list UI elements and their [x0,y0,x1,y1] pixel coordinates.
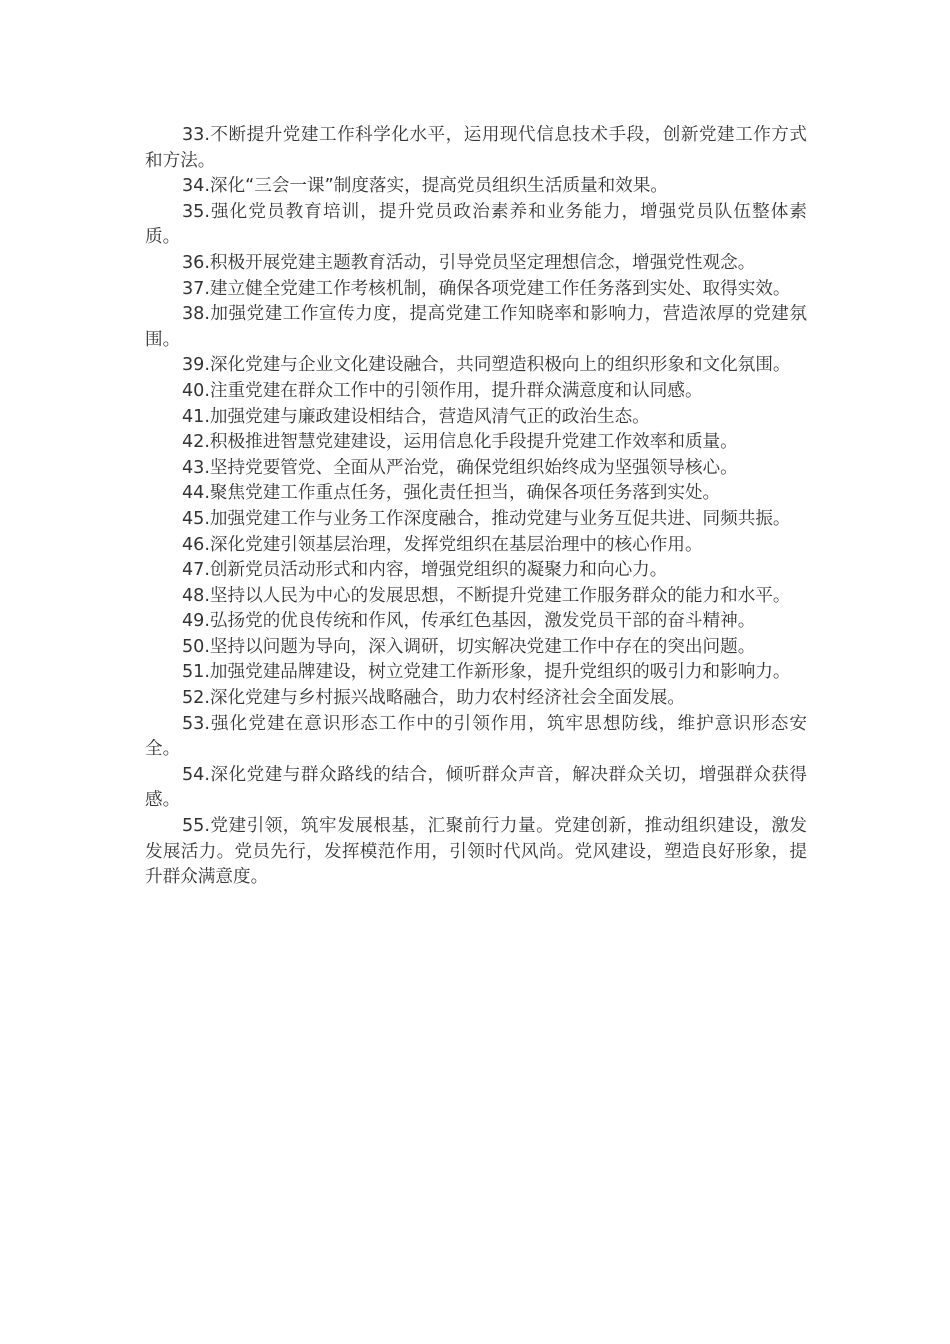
paragraph-item: 47.创新党员活动形式和内容，增强党组织的凝聚力和向心力。 [181,560,668,581]
paragraph-item: 37.建立健全党建工作考核机制，确保各项党建工作任务落到实处、取得实效。 [181,278,791,299]
document-page [145,123,807,891]
paragraph-item: 33.不断提升党建工作科学化水平，运用现代信息技术手段，创新党建工作方式和方法。 [145,125,807,171]
paragraph-item: 35.强化党员教育培训，提升党员政治素养和业务能力，增强党员队伍整体素质。 [145,201,807,248]
paragraph-item: 54.深化党建与群众路线的结合，倾听群众声音，解决群众关切，增强群众获得感。 [145,764,807,811]
paragraph-item: 50.坚持以问题为导向，深入调研，切实解决党建工作中存在的突出问题。 [181,636,756,657]
paragraph-item: 44.聚焦党建工作重点任务，强化责任担当，确保各项任务落到实处。 [181,483,721,504]
paragraph-item: 38.加强党建工作宣传力度，提高党建工作知晓率和影响力，营造浓厚的党建氛围。 [145,304,807,350]
paragraph-item: 46.深化党建引领基层治理，发挥党组织在基层治理中的核心作用。 [181,534,703,555]
paragraph-item: 41.加强党建与廉政建设相结合，营造风清气正的政治生态。 [181,406,650,427]
paragraph-item: 52.深化党建与乡村振兴战略融合，助力农村经济社会全面发展。 [181,688,685,709]
paragraph-item: 49.弘扬党的优良传统和作风，传承红色基因，激发党员干部的奋斗精神。 [181,611,756,632]
paragraph-item: 45.加强党建工作与业务工作深度融合，推动党建与业务互促共进、同频共振。 [181,508,791,529]
paragraph-item: 40.注重党建在群众工作中的引领作用，提升群众满意度和认同感。 [181,380,703,401]
paragraph-item: 36.积极开展党建主题教育活动，引导党员坚定理想信念，增强党性观念。 [181,252,756,273]
paragraph-item: 43.坚持党要管党、全面从严治党，确保党组织始终成为坚强领导核心。 [181,457,738,478]
paragraph-item: 51.加强党建品牌建设，树立党建工作新形象，提升党组织的吸引力和影响力。 [181,662,791,683]
paragraph-item: 34.深化“三会一课”制度落实，提高党员组织生活质量和效果。 [181,176,669,197]
paragraph-item: 48.坚持以人民为中心的发展思想，不断提升党建工作服务群众的能力和水平。 [181,585,791,606]
paragraph-item: 42.积极推进智慧党建建设，运用信息化手段提升党建工作效率和质量。 [181,432,738,453]
paragraph-item: 39.深化党建与企业文化建设融合，共同塑造积极向上的组织形象和文化氛围。 [181,355,791,376]
paragraph-item: 55.党建引领，筑牢发展根基，汇聚前行力量。党建创新，推动组织建设，激发发展活力。党员先行，发挥模范作用，引领时代风尚。党风建设，塑造良好形象，提升群众满意度。 [145,816,807,888]
paragraph-item: 53.强化党建在意识形态工作中的引领作用，筑牢思想防线，维护意识形态安全。 [145,713,807,760]
